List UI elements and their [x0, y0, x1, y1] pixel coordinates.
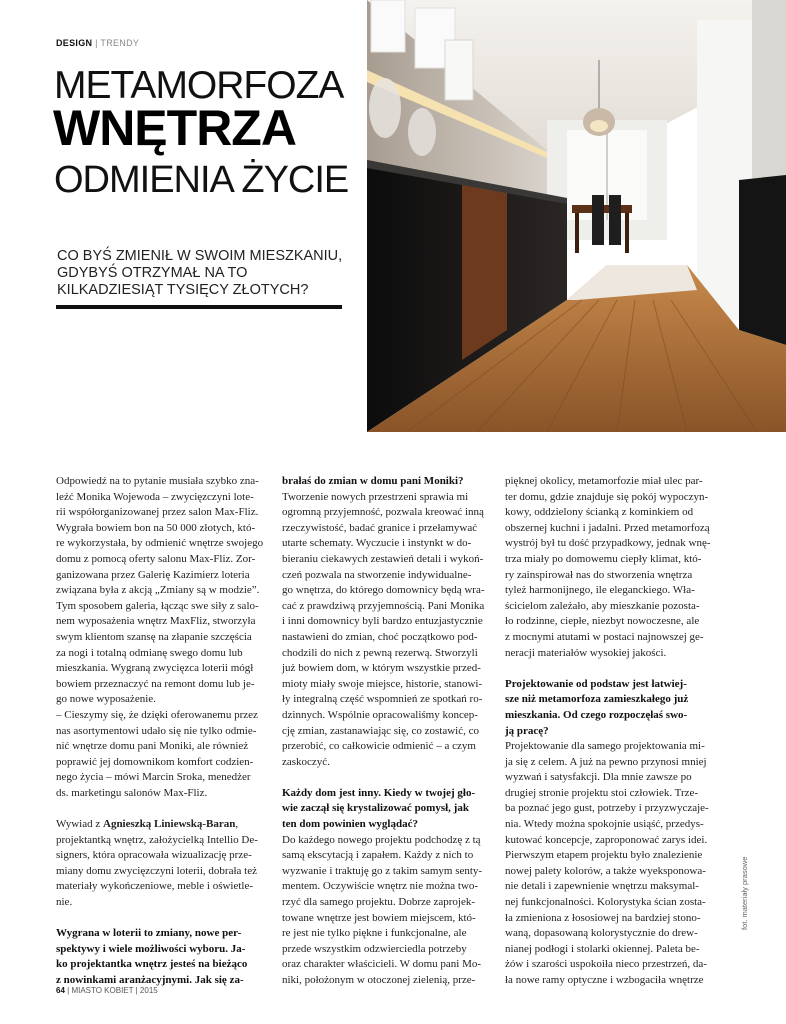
article-line: [505, 490, 721, 506]
line-text: wie zaczął się krystalizować pomysł, jak: [282, 802, 469, 815]
line-text: Pierwszym etapem projektu było znalezienie: [505, 849, 703, 862]
line-text: nem wyposażenia wnętrz MaxFliz, stworzyła: [56, 615, 256, 628]
article-line: [282, 661, 498, 677]
article-line: [282, 646, 498, 662]
article-line: [56, 490, 272, 506]
article-line: [282, 942, 498, 958]
article-line: [282, 786, 498, 802]
line-text: za nogi i totalną odmianę swego domu lub: [56, 646, 243, 659]
article-line: [282, 521, 498, 537]
line-text: nie.: [56, 896, 73, 909]
article-line: [282, 895, 498, 911]
line-text: domu z pomocą oferty salonu Max-Fliz. Zor-: [56, 552, 256, 565]
line-text: już bowiem dom, w którym wszystkie przed-: [282, 662, 481, 675]
article-line: [56, 708, 272, 724]
line-text: nej funkcjonalności. Kolorystyka ścian zosta-: [505, 896, 706, 909]
article-line: [56, 521, 272, 537]
line-text: ko projektantka wnętrz jesteś na bieżąco: [56, 958, 248, 971]
interviewee-name: Agnieszką Liniewską-Baran: [103, 818, 236, 831]
article-line: [56, 833, 272, 849]
line-text: Projektowanie od podstaw jest łatwiej-: [505, 677, 687, 690]
article-line: [505, 879, 721, 895]
line-text: ba poznać jego gust, potrzeby i przyzwyczaje-: [505, 802, 709, 815]
line-text: wystrój był tu dość przypadkowy, jednak wnę-: [505, 537, 711, 550]
line-text: ły integralną część wspomnień ze spotkań ro-: [282, 693, 483, 706]
line-text: tyleż harmonijnego, ile eleganckiego. Wła-: [505, 584, 695, 597]
article-line: [505, 739, 721, 755]
line-text: nastawieni do zmian, choć początkowo pod-: [282, 630, 478, 643]
article-line: [282, 848, 498, 864]
article-line: [56, 817, 272, 833]
line-text: ło rodzinne, ciepłe, niezbyt nowoczesne, ale: [505, 615, 700, 628]
line-text: Wygrała bowiem bon na 50 000 złotych, któ-: [56, 521, 256, 534]
line-text: niki, położonym w otoczonej zielenią, prze-: [282, 974, 476, 986]
paragraph-spacer: [56, 911, 272, 927]
line-text: oraz charakter właścicieli. W domu pani Mo-: [282, 958, 482, 971]
article-line: [505, 536, 721, 552]
line-text: trza miały po domowemu ciepły klimat, któ-: [505, 552, 702, 565]
line-text: kowy, oddzielony ścianką z kominkiem od: [505, 506, 694, 519]
article-line: [282, 583, 498, 599]
line-text: miany domu zwycięzczyni loterii, dobrała też: [56, 864, 257, 877]
article-line: [505, 521, 721, 537]
line-text: obszernej kuchni i jadalni. Przed metamorfozą: [505, 521, 710, 534]
line-text: projektantką wnętrz, założycielką Intellio De-: [56, 833, 258, 846]
article-column-2: [282, 474, 498, 989]
article-line: [505, 630, 721, 646]
article-line: [505, 724, 721, 740]
article-line: [282, 474, 498, 490]
section-name: DESIGN: [56, 38, 93, 48]
issue-year: 2015: [139, 986, 158, 995]
line-text: mieszkania. Od czego rozpoczęłaś swo-: [505, 708, 688, 721]
headline-line-2: WNĘTRZA: [53, 100, 296, 156]
article-line: [505, 973, 721, 989]
article-line: [282, 536, 498, 552]
subsection-name: TRENDY: [100, 38, 140, 48]
article-line: [56, 957, 272, 973]
article-line: [56, 583, 272, 599]
article-line: [505, 614, 721, 630]
article-line: [282, 801, 498, 817]
article-line: [56, 599, 272, 615]
article-line: [282, 817, 498, 833]
article-line: [505, 583, 721, 599]
line-text: ogromną przyjemność, pozwala kreować inną: [282, 506, 484, 519]
article-line: [56, 895, 272, 911]
line-text: drugiej stronie projektu stoi człowiek. Trze-: [505, 786, 699, 799]
article-line: [56, 879, 272, 895]
article-line: [282, 957, 498, 973]
article-line: [505, 474, 721, 490]
article-line: [56, 755, 272, 771]
article-line: [505, 942, 721, 958]
line-text: samą ekscytacją i zapałem. Każdy z nich to: [282, 849, 474, 862]
article-line: [56, 677, 272, 693]
line-text: związana była z akcją „Zmiany są w modzie”.: [56, 584, 260, 597]
headline-line-3: ODMIENIA ŻYCIE: [54, 159, 349, 201]
article-line: [282, 490, 498, 506]
headline-line-1: METAMORFOZA: [54, 64, 344, 107]
article-line: [56, 786, 272, 802]
section-label: [56, 38, 139, 48]
line-text: nowej palety kolorów, a także wyeksponowa-: [505, 864, 706, 877]
line-text: nas asortymentowi udało się nie tylko odmie-: [56, 724, 257, 737]
paragraph-spacer: [56, 801, 272, 817]
line-text: Wywiad z: [56, 818, 103, 831]
article-line: [56, 646, 272, 662]
line-text: materiały wykończeniowe, meble i oświetle-: [56, 880, 254, 893]
page-footer: [56, 986, 158, 995]
line-text: nie detali i zapewnienie wnętrzu maksymal-: [505, 880, 699, 893]
line-text: poprawić jej domownikom komfort codzien-: [56, 755, 254, 768]
article-line: [505, 646, 721, 662]
photo-credit: fot. materiały prasowe: [740, 856, 749, 930]
page-number: 64: [56, 986, 65, 995]
line-text: Tworzenie nowych przestrzeni sprawia mi: [282, 490, 469, 503]
article-line: [505, 552, 721, 568]
footer-separator-1: |: [64, 986, 72, 995]
article-line: [56, 474, 272, 490]
paragraph-spacer: [505, 661, 721, 677]
article-line: [282, 599, 498, 615]
line-text: z mocnymi atutami w postaci najnowszej ge-: [505, 630, 704, 643]
article-line: [282, 724, 498, 740]
article-line: [282, 568, 498, 584]
line-text: cać z prawdziwą przyjemnością. Pani Monika: [282, 599, 485, 612]
line-text: go wnętrza, do którego domownicy będą wra-: [282, 584, 485, 597]
line-text: go nowe wyposażenie.: [56, 693, 156, 706]
line-text: zaskoczyć.: [282, 755, 330, 768]
article-line: [56, 926, 272, 942]
article-line: [282, 677, 498, 693]
article-line: [505, 786, 721, 802]
article-line: [505, 801, 721, 817]
line-text: z nowinkami aranżacyjnymi. Jak się za-: [56, 974, 244, 986]
line-text: pięknej okolicy, metamorfozie miał ulec par-: [505, 475, 703, 487]
article-line: [282, 708, 498, 724]
line-text: Tym sposobem galeria, łącząc swe siły z salo-: [56, 599, 259, 612]
article-column-1: [56, 474, 272, 989]
article-line: [282, 879, 498, 895]
line-text: waną, dopasowaną kolorystycznie do drew-: [505, 927, 698, 940]
article-line: [56, 552, 272, 568]
article-line: [282, 755, 498, 771]
line-text: Wygrana w loterii to zmiany, nowe per-: [56, 927, 242, 940]
article-line: [505, 599, 721, 615]
article-line: [56, 848, 272, 864]
article-line: [505, 677, 721, 693]
line-text: signers, która opracowała wizualizację prze-: [56, 849, 252, 862]
article-line: [282, 911, 498, 927]
article-line: [505, 568, 721, 584]
article-line: [505, 911, 721, 927]
lead-paragraph: CO BYŚ ZMIENIŁ W SWOIM MIESZKANIU, GDYBYŚ OTRZYMAŁ NA TO KILKADZIESIĄT TYSIĘCY ZŁOTYCH?: [57, 248, 343, 298]
article-line: [56, 692, 272, 708]
line-text: Do każdego nowego projektu podchodzę z tą: [282, 833, 481, 846]
line-text: re wykorzystała, by odmienić wnętrze swojego: [56, 537, 264, 550]
kitchen-interior-photo: [367, 0, 786, 432]
article-line: [505, 895, 721, 911]
article-line: [56, 630, 272, 646]
magazine-name: MIASTO KOBIET: [71, 986, 134, 995]
line-text: ds. marketingu salonów Max-Fliz.: [56, 786, 208, 799]
line-text: neracji materiałów wysokiej jakości.: [505, 646, 667, 659]
line-text: ją pracę?: [505, 724, 549, 737]
article-line: [282, 614, 498, 630]
line-text: ry zainspirował nas do stworzenia wnętrza: [505, 568, 693, 581]
line-text: czeń pozwala na stworzenie indywidualne-: [282, 568, 472, 581]
line-text: rzyć dla samego projektu. Dobrze zaprojek-: [282, 896, 476, 909]
article-line: [56, 614, 272, 630]
article-line: [56, 505, 272, 521]
kitchen-photo-illustration: [367, 0, 786, 432]
article-line: [505, 864, 721, 880]
article-line: [505, 755, 721, 771]
article-line: [505, 817, 721, 833]
line-text: ganizowana przez Galerię Kazimierz loteria: [56, 568, 250, 581]
article-line: [505, 692, 721, 708]
article-line: [505, 957, 721, 973]
article-line: [505, 770, 721, 786]
article-line: [282, 630, 498, 646]
line-text: ten dom powinien wyglądać?: [282, 818, 418, 831]
line-text: ła nowe ramy optyczne i wzbogaciła wnętrze: [505, 974, 704, 986]
line-text: cję zmian, zastanawiając się, co zostawić, co: [282, 724, 479, 737]
article-line: [56, 770, 272, 786]
article-line: [56, 739, 272, 755]
line-text: przede wszystkim odzwierciedla potrzeby: [282, 942, 467, 955]
line-text: nia. Wtedy można spokojnie usiąść, przedys-: [505, 818, 704, 831]
line-text: Odpowiedź na to pytanie musiała szybko zna-: [56, 475, 259, 487]
line-text: Projektowanie dla samego projektowania mi-: [505, 740, 705, 753]
line-text: sze niż metamorfoza zamieszkałego już: [505, 693, 689, 706]
paragraph-spacer: [282, 770, 498, 786]
line-text: – Cieszymy się, że dzięki oferowanemu przez: [56, 708, 258, 721]
line-text: nić wnętrze domu pani Moniki, ale również: [56, 740, 249, 753]
article-line: [56, 864, 272, 880]
line-text: rii współorganizowanej przez salon Max-Fliz.: [56, 506, 259, 519]
line-text: mioty miały swoje miejsce, historie, stanowi-: [282, 677, 483, 690]
line-text: brałaś do zmian w domu pani Moniki?: [282, 475, 464, 487]
article-line: [282, 552, 498, 568]
line-text: wyzwanie i traktuję go z takim samym senty-: [282, 864, 483, 877]
line-text: leźć Monika Wojewoda – zwycięzczyni lote-: [56, 490, 254, 503]
article-line: [505, 848, 721, 864]
line-text: bieraniu ciekawych zestawień detali i wykoń-: [282, 552, 484, 565]
article-line: [505, 708, 721, 724]
article-line: [282, 973, 498, 989]
line-text: nianej podłogi i stolarki okiennej. Paleta be-: [505, 942, 700, 955]
line-text: mentem. Oczywiście wnętrz nie można two-: [282, 880, 479, 893]
article-line: [282, 739, 498, 755]
article-line: [282, 505, 498, 521]
line-text: Każdy dom jest inny. Kiedy w twojej gło-: [282, 786, 476, 799]
article-line: [505, 926, 721, 942]
article-line: [282, 833, 498, 849]
article-line: [56, 724, 272, 740]
line-text: nego życia – mówi Marcin Sroka, menedżer: [56, 771, 251, 784]
article-line: [56, 536, 272, 552]
line-text: wyzwań i satysfakcji. Dla mnie zawsze po: [505, 771, 692, 784]
line-text: chodzili do nich z pewną rezerwą. Stworzyli: [282, 646, 478, 659]
article-column-3: [505, 474, 721, 989]
line-text: towane wnętrze jest bowiem miejscem, któ-: [282, 911, 476, 924]
lead-underline-rule: [56, 305, 342, 309]
line-text: ła zmieniona z łososiowej na bardziej stono-: [505, 911, 701, 924]
article-line: [56, 568, 272, 584]
line-text: bowiem przeznaczyć na remont domu lub je-: [56, 677, 255, 690]
article-line: [505, 505, 721, 521]
article-line: [56, 661, 272, 677]
line-text: kutować koncepcje, zaproponować zarys idei.: [505, 833, 708, 846]
line-text: i inni domownicy byli bardzo entuzjastycznie: [282, 615, 483, 628]
line-text: utarte schematy. Wyczucie i instynkt w do-: [282, 537, 472, 550]
line-text: dzinnych. Wspólnie opracowaliśmy koncep-: [282, 708, 478, 721]
line-text: przerobić, co całkowicie odmienić – a czym: [282, 740, 476, 753]
line-text: swym klientom szansę na złapanie szczęścia: [56, 630, 252, 643]
line-text: ścicielom zależało, aby mieszkanie pozosta-: [505, 599, 700, 612]
article-line: [56, 942, 272, 958]
line-text: mieszkania. Wygraną zwycięzca loterii mógł: [56, 662, 254, 675]
line-text: rzeczywistość, badać granice i przełamywać: [282, 521, 478, 534]
article-line: [505, 833, 721, 849]
line-text: ter domu, gdzie znajduje się pokój wypoczyn-: [505, 490, 709, 503]
line-text: żów i szarości uspokoiła nieco przestrzeń, da-: [505, 958, 707, 971]
line-text: re jest nie tylko piękne i funkcjonalne, ale: [282, 927, 467, 940]
line-text: ja się z celem. A już na pewno przynosi mniej: [505, 755, 707, 768]
line-text: spektywy i wiele możliwości wyboru. Ja-: [56, 942, 246, 955]
footer-separator-2: |: [133, 986, 140, 995]
article-line: [282, 926, 498, 942]
article-line: [282, 864, 498, 880]
article-line: [282, 692, 498, 708]
line-text-tail: ,: [235, 818, 239, 831]
section-separator: |: [92, 38, 101, 48]
